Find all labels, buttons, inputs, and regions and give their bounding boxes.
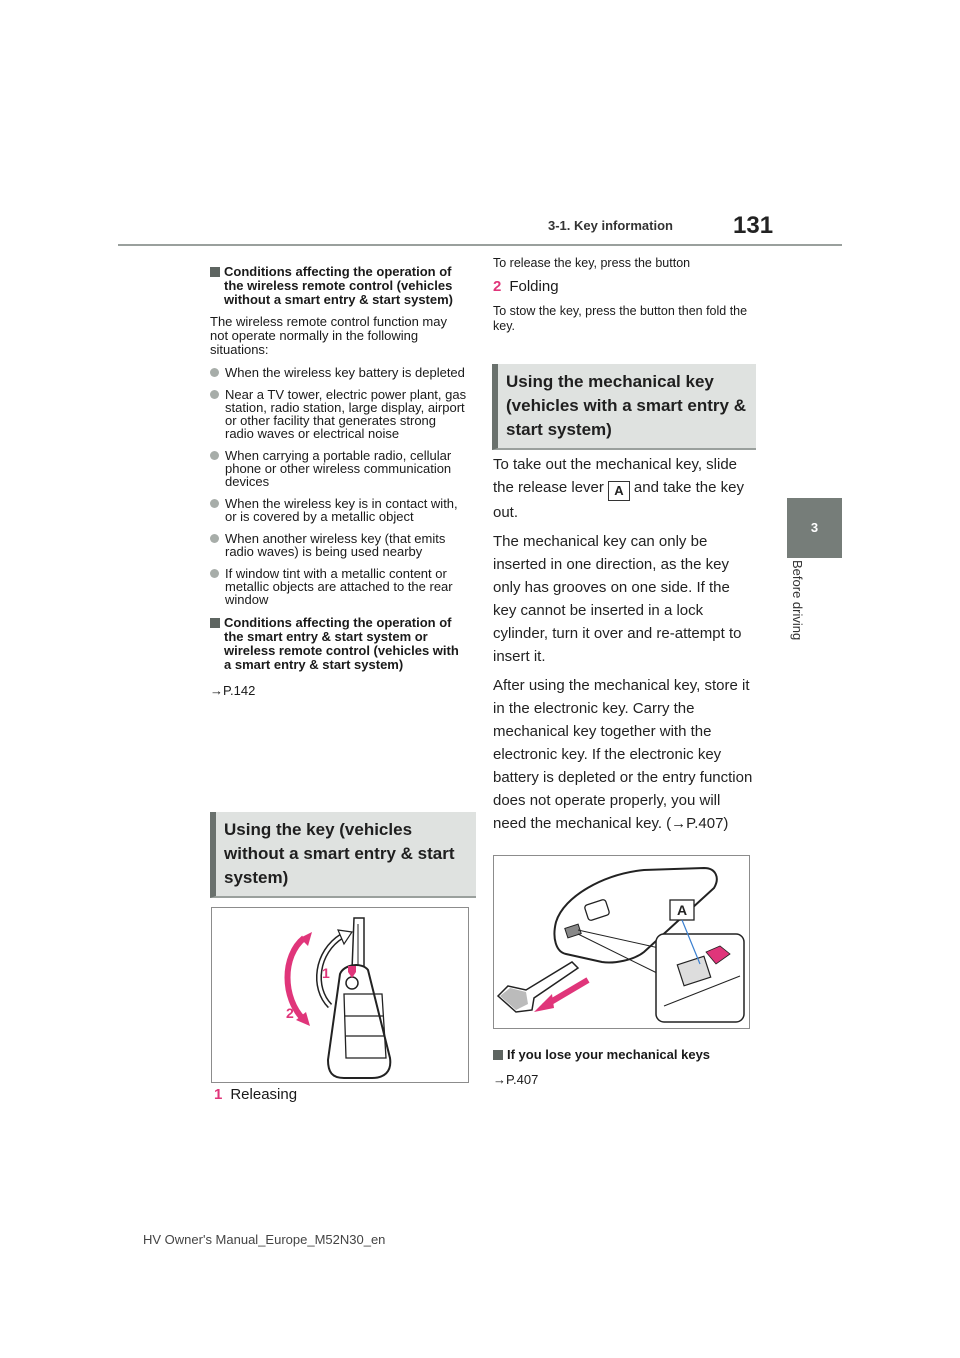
square-bullet-icon (210, 267, 220, 277)
chapter-number: 3 (810, 520, 819, 535)
bullet-dot-icon (210, 534, 219, 543)
step-2 (493, 278, 559, 295)
mechanical-key-figure (493, 855, 750, 1029)
paragraph: After using the mechanical key, store it in the electronic key. Carry the mechanical key together with the electronic key. If the electronic key battery is depleted or the entry function does not operate properly, you will need the mechanical key. (→P.407) (493, 677, 753, 832)
list-item: When carrying a portable radio, cellular phone or other wireless communication devices (210, 449, 468, 488)
condition-heading-2: Conditions affecting the operation of the smart entry & start system or wireless remote control (vehicles with a smart entry & start system) (210, 616, 468, 672)
manual-footer: HV Owner's Manual_Europe_M52N30_en (143, 1232, 386, 1247)
bullet-dot-icon (210, 368, 219, 377)
condition-heading-3: If you lose your mechanical keys (493, 1048, 753, 1062)
step-label: Releasing (230, 1086, 298, 1103)
release-instruction: To release the key, press the button (493, 256, 691, 270)
square-bullet-icon (210, 618, 220, 628)
section-title: 3-1. Key information (548, 218, 673, 233)
chapter-label: Before driving (790, 560, 805, 641)
bullet-dot-icon (210, 390, 219, 399)
bullet-dot-icon (210, 451, 219, 460)
page-reference: →P.142 (210, 683, 256, 698)
page-reference: →P.407 (493, 1072, 539, 1087)
page-number: 131 (733, 212, 774, 239)
step-number: 1 (214, 1086, 223, 1103)
list-item: When the wireless key is in contact with, or is covered by a metallic object (210, 497, 468, 523)
step-1 (214, 1086, 297, 1103)
figure-label-2: 2 (286, 1005, 294, 1021)
mechanical-key-illustration (494, 856, 749, 1028)
list-item: Near a TV tower, electric power plant, gas station, radio station, large display, airport or other facility that generates strong radio waves or electrical noise (210, 388, 468, 440)
condition-text-1: The wireless remote control function may not operate normally in the following situations: (210, 314, 447, 357)
section-box-heading: Using the key (vehicles without a smart entry & start system) (210, 812, 476, 898)
section-box-heading: Using the mechanical key (vehicles with a smart entry & start system) (492, 364, 756, 450)
figure-label-1: 1 (322, 965, 330, 981)
paragraph: To take out the mechanical key, slide the release lever A and take the key out. (493, 456, 744, 521)
fold-instruction: To stow the key, press the button then fold the key. (493, 304, 748, 333)
square-bullet-icon (493, 1050, 503, 1060)
mechanical-key-text (493, 453, 755, 835)
figure-label-a: A (676, 902, 688, 918)
step-label: Folding (509, 278, 559, 295)
step-number: 2 (493, 278, 502, 295)
bullet-dot-icon (210, 569, 219, 578)
left-column (210, 265, 468, 698)
flip-key-illustration (212, 908, 468, 1082)
label-a-badge: A (608, 481, 630, 501)
key-fold-figure (211, 907, 469, 1083)
paragraph: The mechanical key can only be inserted in one direction, as the key only has grooves on one side. If the key cannot be inserted in a lock cylinder, turn it over and re-attempt to insert it. (493, 533, 742, 665)
list-item: If window tint with a metallic content or metallic objects are attached to the rear window (210, 567, 468, 606)
list-item: When another wireless key (that emits radio waves) is being used nearby (210, 532, 468, 558)
condition-heading-1: Conditions affecting the operation of the wireless remote control (vehicles without a smart entry & start system) (210, 265, 468, 307)
header-divider (118, 244, 842, 246)
list-item: When the wireless key battery is depleted (210, 366, 468, 379)
chapter-label-wrap (787, 560, 807, 670)
bullet-dot-icon (210, 499, 219, 508)
